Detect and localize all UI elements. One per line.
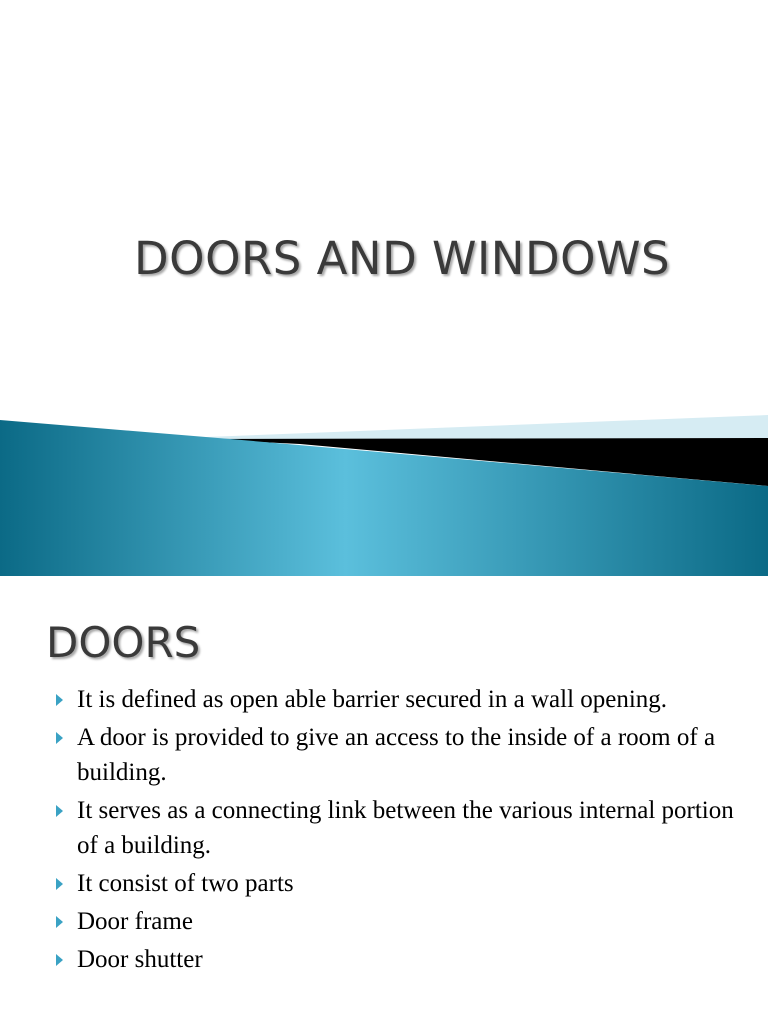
slide-title: DOORS AND WINDOWS bbox=[134, 232, 671, 285]
bullet-text: It serves as a connecting link between the various internal portion of a building. bbox=[77, 797, 734, 859]
bullet-text: It consist of two parts bbox=[77, 870, 294, 897]
pale-stripe bbox=[180, 415, 768, 440]
doors-slide bbox=[0, 576, 768, 1024]
triangle-bullet-icon bbox=[56, 694, 63, 706]
bullet-text: A door is provided to give an access to the inside of a room of a building. bbox=[77, 724, 716, 786]
bullet-item bbox=[48, 904, 738, 939]
bullet-text: Door shutter bbox=[77, 946, 203, 973]
bullet-text: Door frame bbox=[77, 908, 193, 935]
triangle-bullet-icon bbox=[56, 805, 63, 817]
bullet-item bbox=[48, 793, 738, 863]
bullet-item bbox=[48, 866, 738, 901]
bullet-item bbox=[48, 942, 738, 977]
triangle-bullet-icon bbox=[56, 878, 63, 890]
triangle-bullet-icon bbox=[56, 954, 63, 966]
slide-heading: DOORS bbox=[46, 618, 201, 667]
bullet-item bbox=[48, 682, 738, 717]
triangle-bullet-icon bbox=[56, 916, 63, 928]
bullet-item bbox=[48, 720, 738, 790]
bullet-text: It is defined as open able barrier secured in a wall opening. bbox=[77, 686, 668, 713]
triangle-bullet-icon bbox=[56, 732, 63, 744]
decorative-wave-band bbox=[0, 400, 768, 576]
bullet-list bbox=[48, 682, 738, 980]
